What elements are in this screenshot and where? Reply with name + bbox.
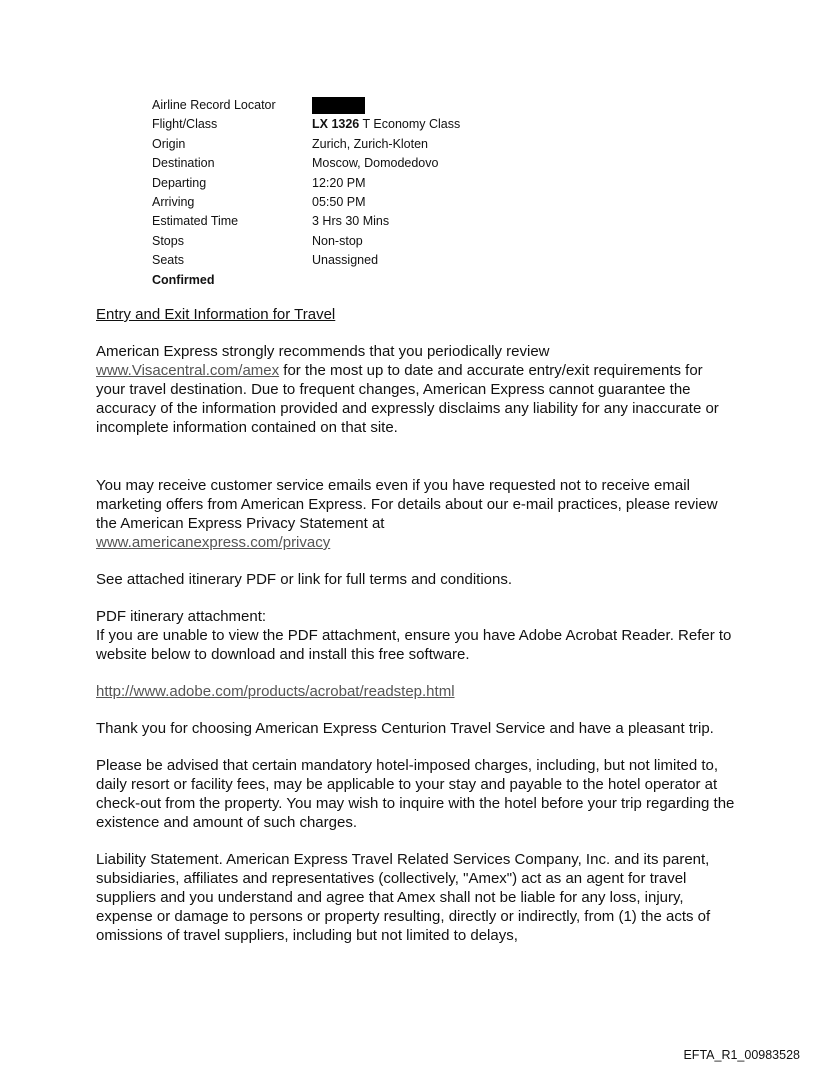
terms-note: See attached itinerary PDF or link for full terms and conditions. bbox=[96, 571, 513, 588]
entry-exit-text-start: American Express strongly recommends that you periodically review bbox=[96, 343, 550, 360]
seats-value: Unassigned bbox=[312, 253, 379, 268]
liability-paragraph: Liability Statement. American Express Travel Related Services Company, Inc. and its parent, subsidiaries, affiliates and representatives (collectively, "Amex") act as an agent for travel suppliers and you understand and agree that Amex shall not be liable for any loss, injury, expense or damage to persons or property resulting, directly or indirectly, from (1) the acts of omissions of travel suppliers, including but not limited to delays, bbox=[96, 851, 711, 944]
thank-you-paragraph: Thank you for choosing American Express Centurion Travel Service and have a pleasant trip. bbox=[96, 720, 714, 737]
origin-label: Origin bbox=[152, 136, 186, 151]
destination-value: Moscow, Domodedovo bbox=[312, 156, 439, 171]
entry-exit-text-end: for the most up to date and accurate entry/exit requirements for your travel destination. Due to frequent changes, American Express cannot guarantee the accuracy of the information provided and expressly disclaims any liability for any inaccurate or incomplete information contained on that site. bbox=[96, 362, 719, 436]
stops-label: Stops bbox=[152, 233, 184, 248]
arriving-value: 05:50 PM bbox=[312, 194, 366, 209]
pdf-heading: PDF itinerary attachment: bbox=[96, 608, 267, 625]
stops-value: Non-stop bbox=[312, 233, 363, 248]
estimated-time-value: 3 Hrs 30 Mins bbox=[312, 214, 390, 229]
flight-row-status bbox=[152, 271, 460, 290]
flight-row-flight-class bbox=[152, 115, 460, 134]
privacy-text: You may receive customer service emails even if you have requested not to receive email marketing offers from American Express. For details about our e-mail practices, please review the American Express Privacy Statement at bbox=[96, 477, 718, 532]
adobe-link-line bbox=[96, 682, 736, 701]
record-locator-value bbox=[312, 96, 365, 115]
fare-class: T Economy Class bbox=[362, 117, 461, 132]
flight-details-table bbox=[152, 96, 460, 290]
document-id: EFTA_R1_00983528 bbox=[683, 1048, 800, 1062]
flight-row-origin bbox=[152, 135, 460, 154]
visacentral-link[interactable]: www.Visacentral.com/amex bbox=[96, 362, 280, 379]
departing-label: Departing bbox=[152, 175, 207, 190]
flight-class-value bbox=[312, 115, 460, 134]
redaction-block bbox=[312, 97, 365, 114]
flight-row-seats bbox=[152, 251, 460, 270]
privacy-link[interactable]: www.americanexpress.com/privacy bbox=[96, 534, 331, 551]
flight-row-record-locator bbox=[152, 96, 460, 115]
hotel-charges-paragraph: Please be advised that certain mandatory hotel-imposed charges, including, but not limited to, daily resort or facility fees, may be applicable to your stay and payable to the hotel operator at check-out from the property. You may wish to inquire with the hotel before your trip regarding the existence and amount of such charges. bbox=[96, 757, 735, 831]
flight-class-label: Flight/Class bbox=[152, 117, 218, 132]
flight-row-arriving bbox=[152, 193, 460, 212]
entry-exit-heading: Entry and Exit Information for Travel bbox=[96, 306, 336, 323]
booking-status: Confirmed bbox=[152, 272, 215, 287]
adobe-download-link[interactable]: http://www.adobe.com/products/acrobat/readstep.html bbox=[96, 683, 455, 700]
destination-label: Destination bbox=[152, 156, 215, 171]
flight-row-estimated-time bbox=[152, 212, 460, 231]
flight-row-stops bbox=[152, 232, 460, 251]
itinerary-notes bbox=[96, 305, 736, 945]
estimated-time-label: Estimated Time bbox=[152, 214, 239, 229]
entry-exit-paragraph bbox=[96, 342, 736, 437]
departing-value: 12:20 PM bbox=[312, 175, 366, 190]
pdf-instructions: If you are unable to view the PDF attachment, ensure you have Adobe Acrobat Reader. Refer to website below to download and install this free software. bbox=[96, 627, 732, 663]
arriving-label: Arriving bbox=[152, 194, 195, 209]
origin-value: Zurich, Zurich-Kloten bbox=[312, 136, 429, 151]
flight-row-departing bbox=[152, 174, 460, 193]
record-locator-label: Airline Record Locator bbox=[152, 98, 276, 112]
privacy-paragraph bbox=[96, 476, 736, 552]
flight-row-destination bbox=[152, 154, 460, 173]
seats-label: Seats bbox=[152, 253, 184, 268]
flight-number: LX 1326 bbox=[312, 117, 360, 132]
